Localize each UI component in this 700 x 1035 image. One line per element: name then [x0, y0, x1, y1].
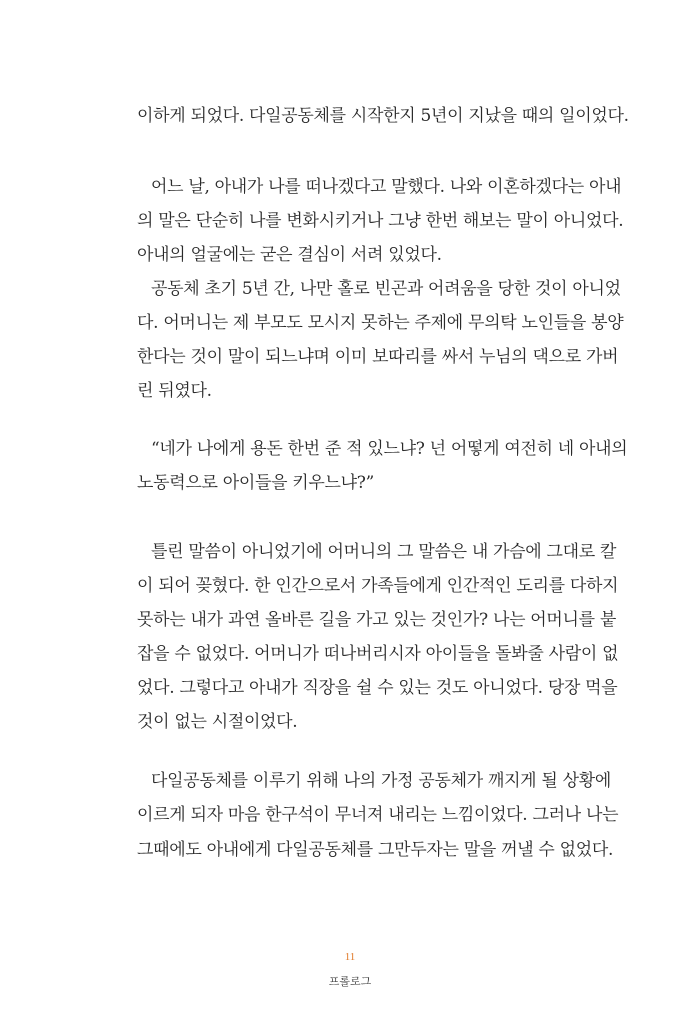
body-line-13: 었다. 그렇다고 아내가 직장을 쉴 수 있는 것도 아니었다. 당장 먹을 — [137, 678, 618, 698]
body-line-10: 이 되어 꽂혔다. 한 인간으로서 가족들에게 인간적인 도리를 다하지 — [137, 576, 619, 596]
body-line-2: 어느 날, 아내가 나를 떠나겠다고 말했다. 나와 이혼하겠다는 아내 — [151, 177, 622, 197]
body-line-5: 공동체 초기 5년 간, 나만 홀로 빈곤과 어려움을 당한 것이 아니었 — [151, 279, 621, 299]
body-line-9: 틀린 말씀이 아니었기에 어머니의 그 말씀은 내 가슴에 그대로 칼 — [151, 542, 617, 562]
body-line-1: 이하게 되었다. 다일공동체를 시작한지 5년이 지났을 때의 일이었다. — [137, 106, 629, 126]
body-line-16: 이르게 되자 마음 한구석이 무너져 내리는 느낌이었다. 그러나 나는 — [137, 805, 619, 825]
body-line-8: 린 뒤였다. — [137, 381, 212, 401]
running-footer-title: 프롤로그 — [328, 975, 372, 988]
body-line-15: 다일공동체를 이루기 위해 나의 가정 공동체가 깨지게 될 상황에 — [151, 771, 612, 791]
quote-line-1: “네가 나에게 용돈 한번 준 적 있느냐? 넌 어떻게 여전히 네 아내의 — [151, 439, 628, 459]
body-line-17: 그때에도 아내에게 다일공동체를 그만두자는 말을 꺼낼 수 없었다. — [137, 840, 614, 860]
body-line-11: 못하는 내가 과연 올바른 길을 가고 있는 것인가? 나는 어머니를 붙 — [137, 610, 617, 630]
quote-line-2: 노동력으로 아이들을 키우느냐?” — [137, 473, 374, 493]
body-line-7: 한다는 것이 말이 되느냐며 이미 보따리를 싸서 누님의 댁으로 가버 — [137, 347, 619, 367]
page-number: 11 — [344, 951, 356, 963]
body-line-12: 잡을 수 없었다. 어머니가 떠나버리시자 아이들을 돌봐줄 사람이 없 — [137, 644, 619, 664]
body-line-4: 아내의 얼굴에는 굳은 결심이 서려 있었다. — [137, 245, 442, 265]
body-line-14: 것이 없는 시절이었다. — [137, 712, 298, 732]
body-line-3: 의 말은 단순히 나를 변화시키거나 그냥 한번 해보는 말이 아니었다. — [137, 211, 624, 231]
body-line-6: 다. 어머니는 제 부모도 모시지 못하는 주제에 무의탁 노인들을 봉양 — [137, 313, 624, 333]
